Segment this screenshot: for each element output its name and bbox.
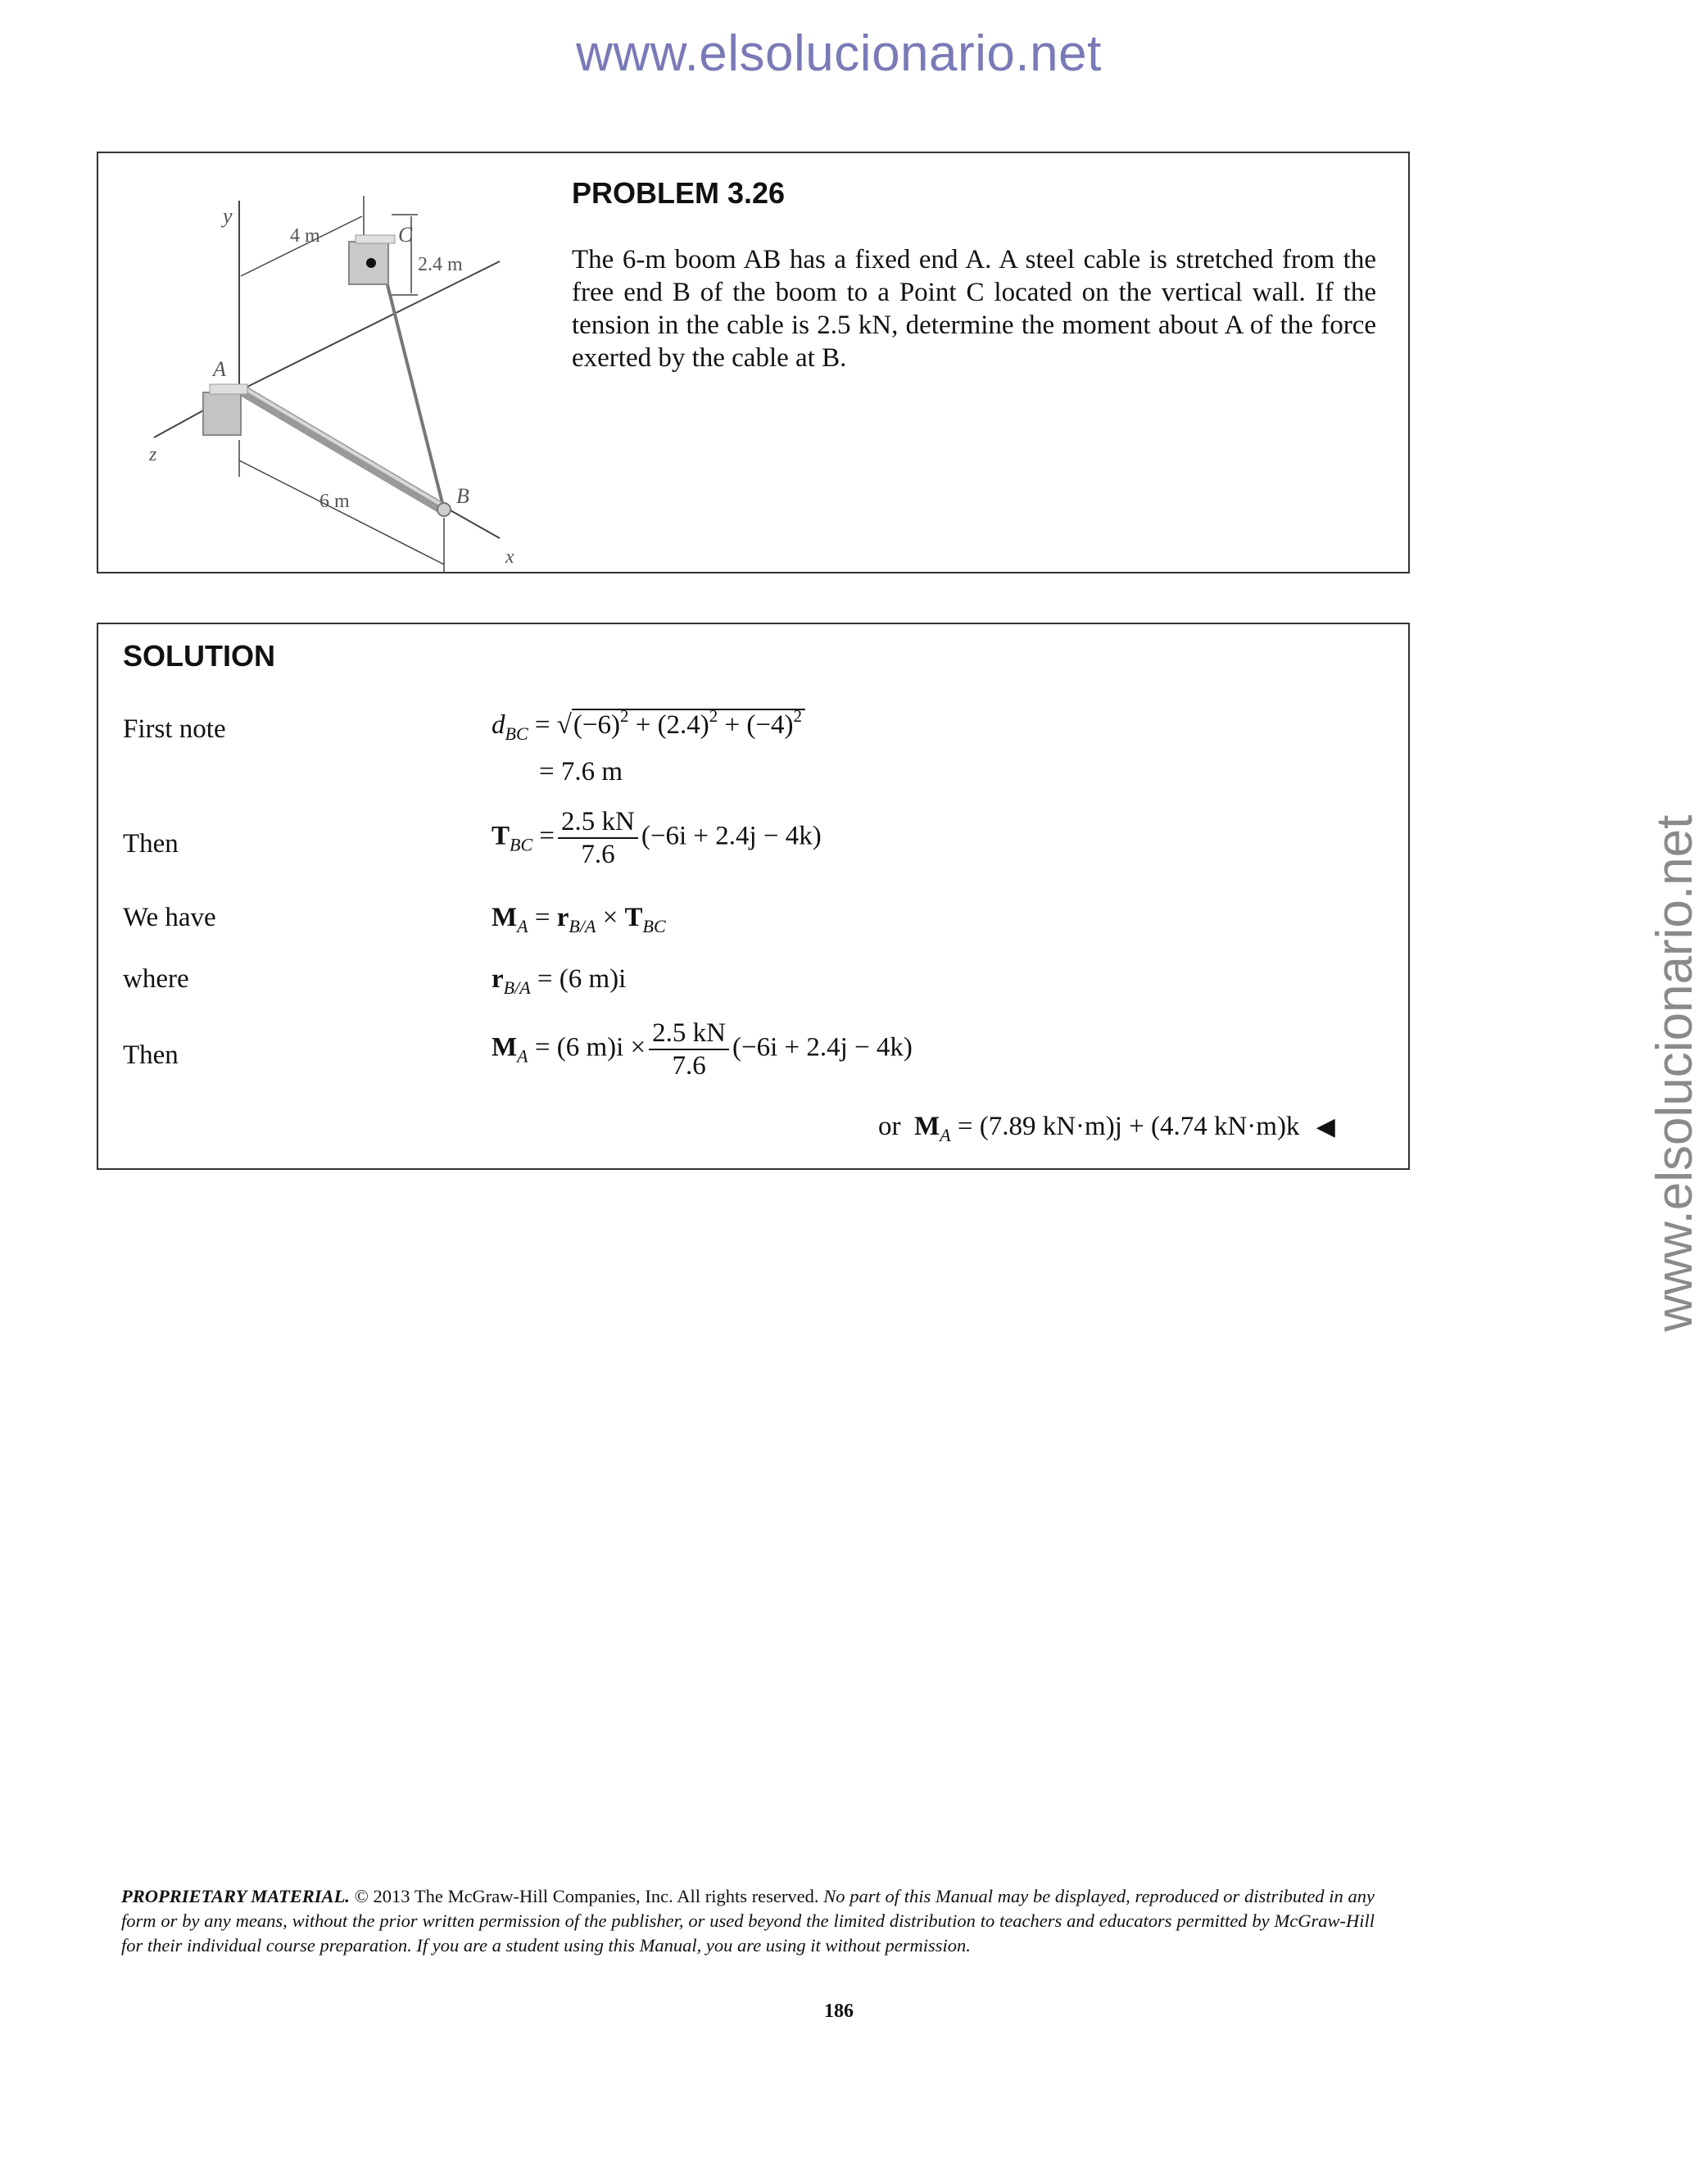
footer-notice-text: No part of this Manual may be displayed, reproduced or distributed in any form or by any means, without the prior written permission of the publisher, or used beyond the limited distribution to teachers and educators permitted by McGraw-Hill for their individual course preparation. If you are a student using this Manual, you are using it without permission. xyxy=(121,1886,1375,1956)
step-label-we-have: We have xyxy=(123,903,216,932)
label-z: z xyxy=(149,444,157,465)
eq-position: $r_{B/A} = (6$ m)i xyxy=(492,964,627,998)
label-x: x xyxy=(505,546,514,568)
step-label-then-1: Then xyxy=(123,829,179,859)
eq-moment-sub: $M_A = (6$ m)i × $\frac{2.5 kN}{7.6}$ (−6i + 2.4j − 4k) xyxy=(492,1018,913,1081)
page-number: 186 xyxy=(824,2001,854,2022)
eq-distance-result: = 7.6 m xyxy=(539,757,623,786)
bracket-a xyxy=(203,392,241,435)
footer-notice xyxy=(121,1884,1375,1958)
answer-or: or xyxy=(878,1112,901,1141)
label-4m: 4 m xyxy=(290,225,320,247)
answer-value: = (7.89 kN·m)j + (4.74 kN·m)k xyxy=(957,1112,1300,1141)
label-6m: 6 m xyxy=(319,491,350,512)
problem-text: The 6-m boom AB has a fixed end A. A steel cable is stretched from the free end B of the boom to a Point C located on the vertical wall. If the tension in the cable is 2.5 kN, determine the moment about A of the force exerted by the cable at B. xyxy=(572,245,1376,373)
point-b xyxy=(437,503,451,516)
point-c xyxy=(366,258,376,268)
answer-marker-icon: ◀ xyxy=(1316,1113,1335,1140)
eq-answer: or $M_A = (7.89$ kN·m)j + (4.74 kN·m)k ◀ xyxy=(878,1112,1335,1145)
label-c: C xyxy=(398,223,413,247)
problem-figure xyxy=(147,178,606,571)
watermark-top: www.elsolucionario.net xyxy=(576,25,1102,82)
eq-tension: $T_{BC}$ = $\frac{2.5 kN}{7.6}$ (−6i + 2.4j − 4k) xyxy=(492,807,822,869)
solution-box xyxy=(97,623,1410,1170)
solution-title: SOLUTION xyxy=(123,639,275,673)
watermark-side: www.elsolucionario.net xyxy=(1647,814,1703,1332)
problem-title: PROBLEM 3.26 xyxy=(572,176,786,210)
label-24m: 2.4 m xyxy=(418,254,463,275)
label-a: A xyxy=(213,357,226,381)
label-y: y xyxy=(223,204,233,228)
step-label-first-note: First note xyxy=(123,714,226,744)
eq-distance: $d_{BC} = √(-6)^2 + (2.4)^2 + (-4)^2$ xyxy=(492,706,805,745)
footer-copyright: © 2013 The McGraw-Hill Companies, Inc. All rights reserved. xyxy=(354,1886,819,1906)
footer-label: PROPRIETARY MATERIAL. xyxy=(121,1886,350,1906)
problem-box xyxy=(97,152,1410,573)
step-label-then-2: Then xyxy=(123,1040,179,1070)
step-label-where: where xyxy=(123,964,189,994)
label-b: B xyxy=(456,484,469,508)
eq-moment-def: $M_A = r_{B/A} \times T_{BC}$ xyxy=(492,903,666,936)
dim-6m-line xyxy=(239,460,444,564)
